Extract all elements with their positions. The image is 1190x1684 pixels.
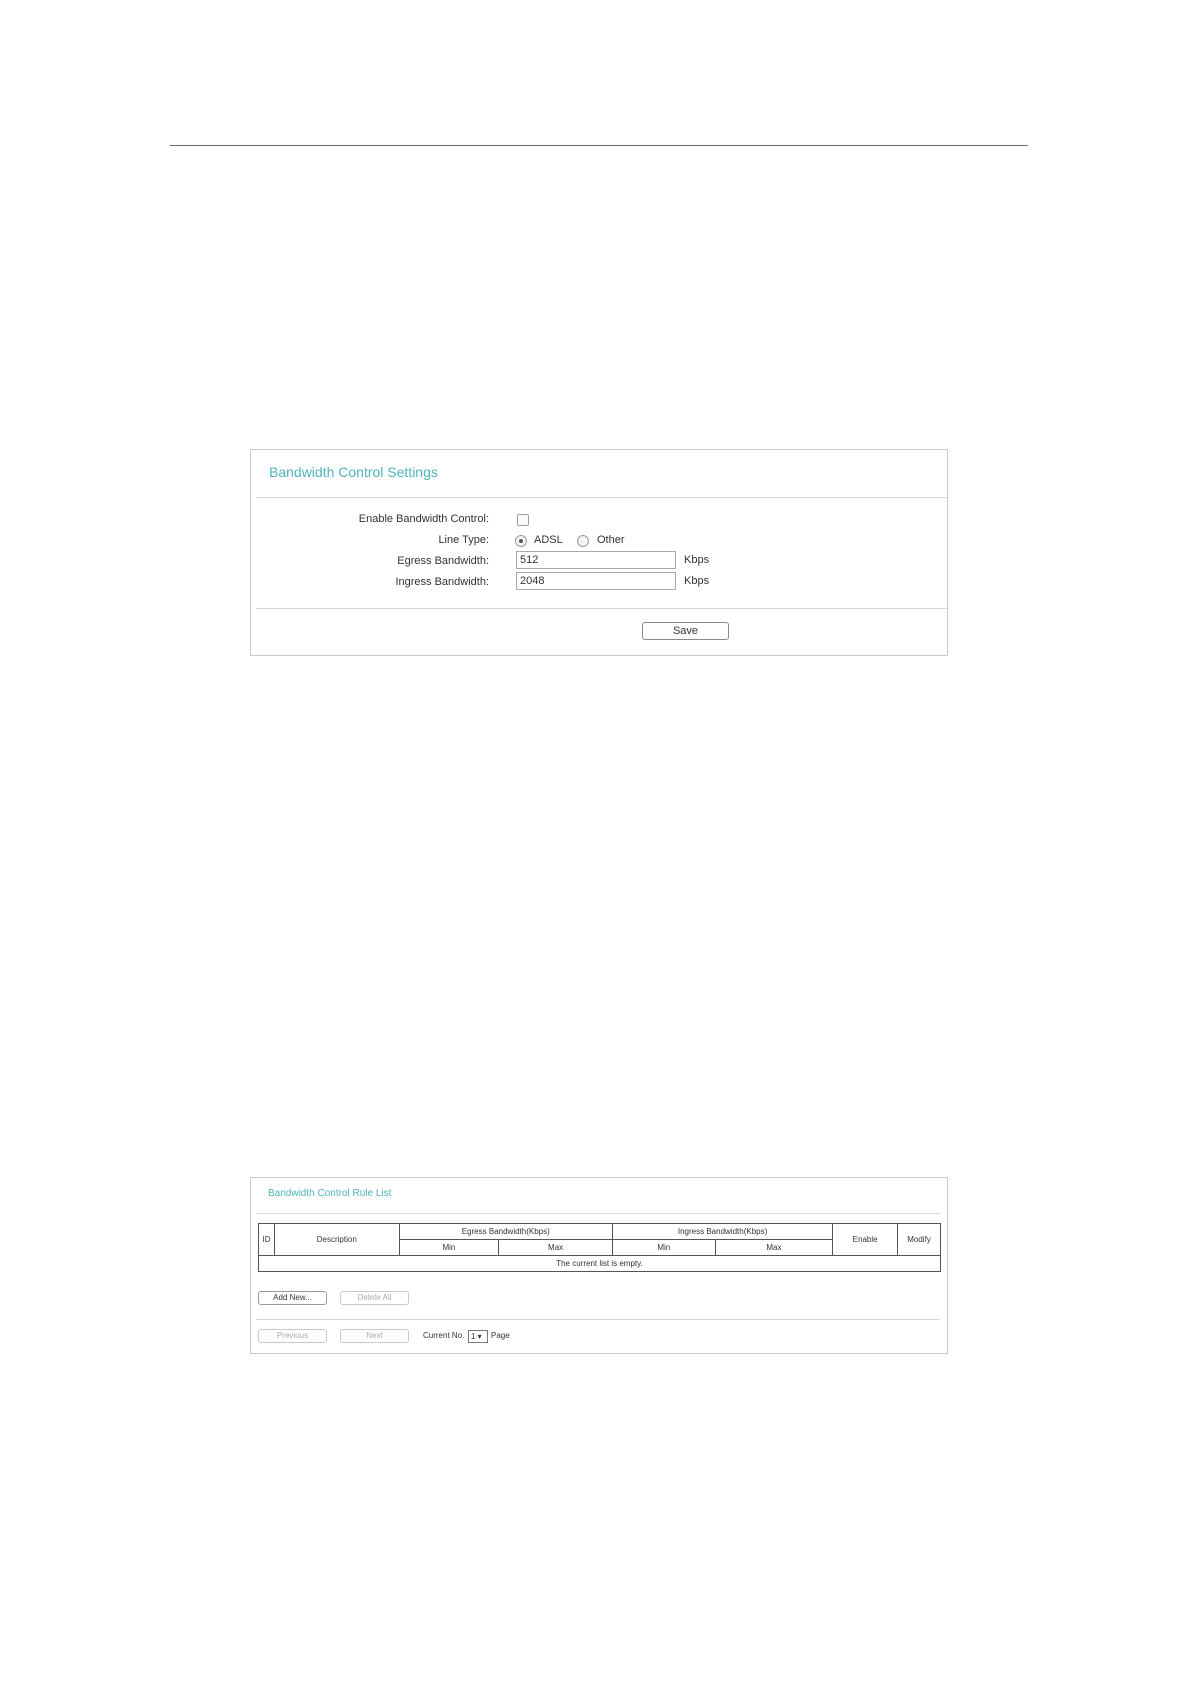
page-select[interactable] [468,1330,488,1343]
line-type-other-radio[interactable] [577,535,589,547]
col-header-egress-min: Min [399,1240,499,1256]
col-header-modify: Modify [898,1224,941,1256]
chevron-down-icon: ▾ [475,1332,482,1341]
col-header-description: Description [274,1224,399,1256]
egress-bandwidth-input[interactable] [516,551,676,569]
ingress-bandwidth-input[interactable] [516,572,676,590]
delete-all-button[interactable]: Delete All [340,1291,409,1305]
panel-title: Bandwidth Control Settings [269,464,438,480]
rule-table [258,1223,941,1272]
previous-button[interactable]: Previous [258,1329,327,1343]
page-header-rule [170,145,1028,146]
divider [256,497,947,498]
ingress-bandwidth-label: Ingress Bandwidth: [395,576,489,588]
panel-title: Bandwidth Control Rule List [268,1188,392,1199]
enable-bandwidth-label: Enable Bandwidth Control: [358,513,489,525]
page-select-value: 1 [471,1332,476,1341]
col-header-egress-max: Max [499,1240,613,1256]
bandwidth-rule-list-panel [250,1177,948,1354]
col-header-egress: Egress Bandwidth(Kbps) [399,1224,612,1240]
line-type-label: Line Type: [438,534,489,546]
enable-bandwidth-checkbox[interactable] [517,514,529,526]
col-header-id: ID [259,1224,275,1256]
next-button[interactable]: Next [340,1329,409,1343]
save-button[interactable]: Save [642,622,729,640]
ingress-unit: Kbps [684,575,710,587]
egress-bandwidth-label: Egress Bandwidth: [397,555,489,567]
divider [256,608,947,609]
col-header-ingress: Ingress Bandwidth(Kbps) [612,1224,832,1240]
divider [256,1319,940,1320]
empty-list-message: The current list is empty. [259,1256,941,1272]
col-header-enable: Enable [833,1224,898,1256]
bandwidth-settings-panel [250,449,948,656]
line-type-other-label: Other [597,534,625,546]
divider [256,1213,940,1214]
page-label: Page [491,1331,510,1340]
col-header-ingress-min: Min [612,1240,715,1256]
egress-unit: Kbps [684,554,710,566]
current-no-label: Current No. [423,1331,465,1340]
add-new-button[interactable]: Add New... [258,1291,327,1305]
line-type-adsl-radio[interactable] [515,535,527,547]
col-header-ingress-max: Max [715,1240,833,1256]
line-type-adsl-label: ADSL [534,534,563,546]
